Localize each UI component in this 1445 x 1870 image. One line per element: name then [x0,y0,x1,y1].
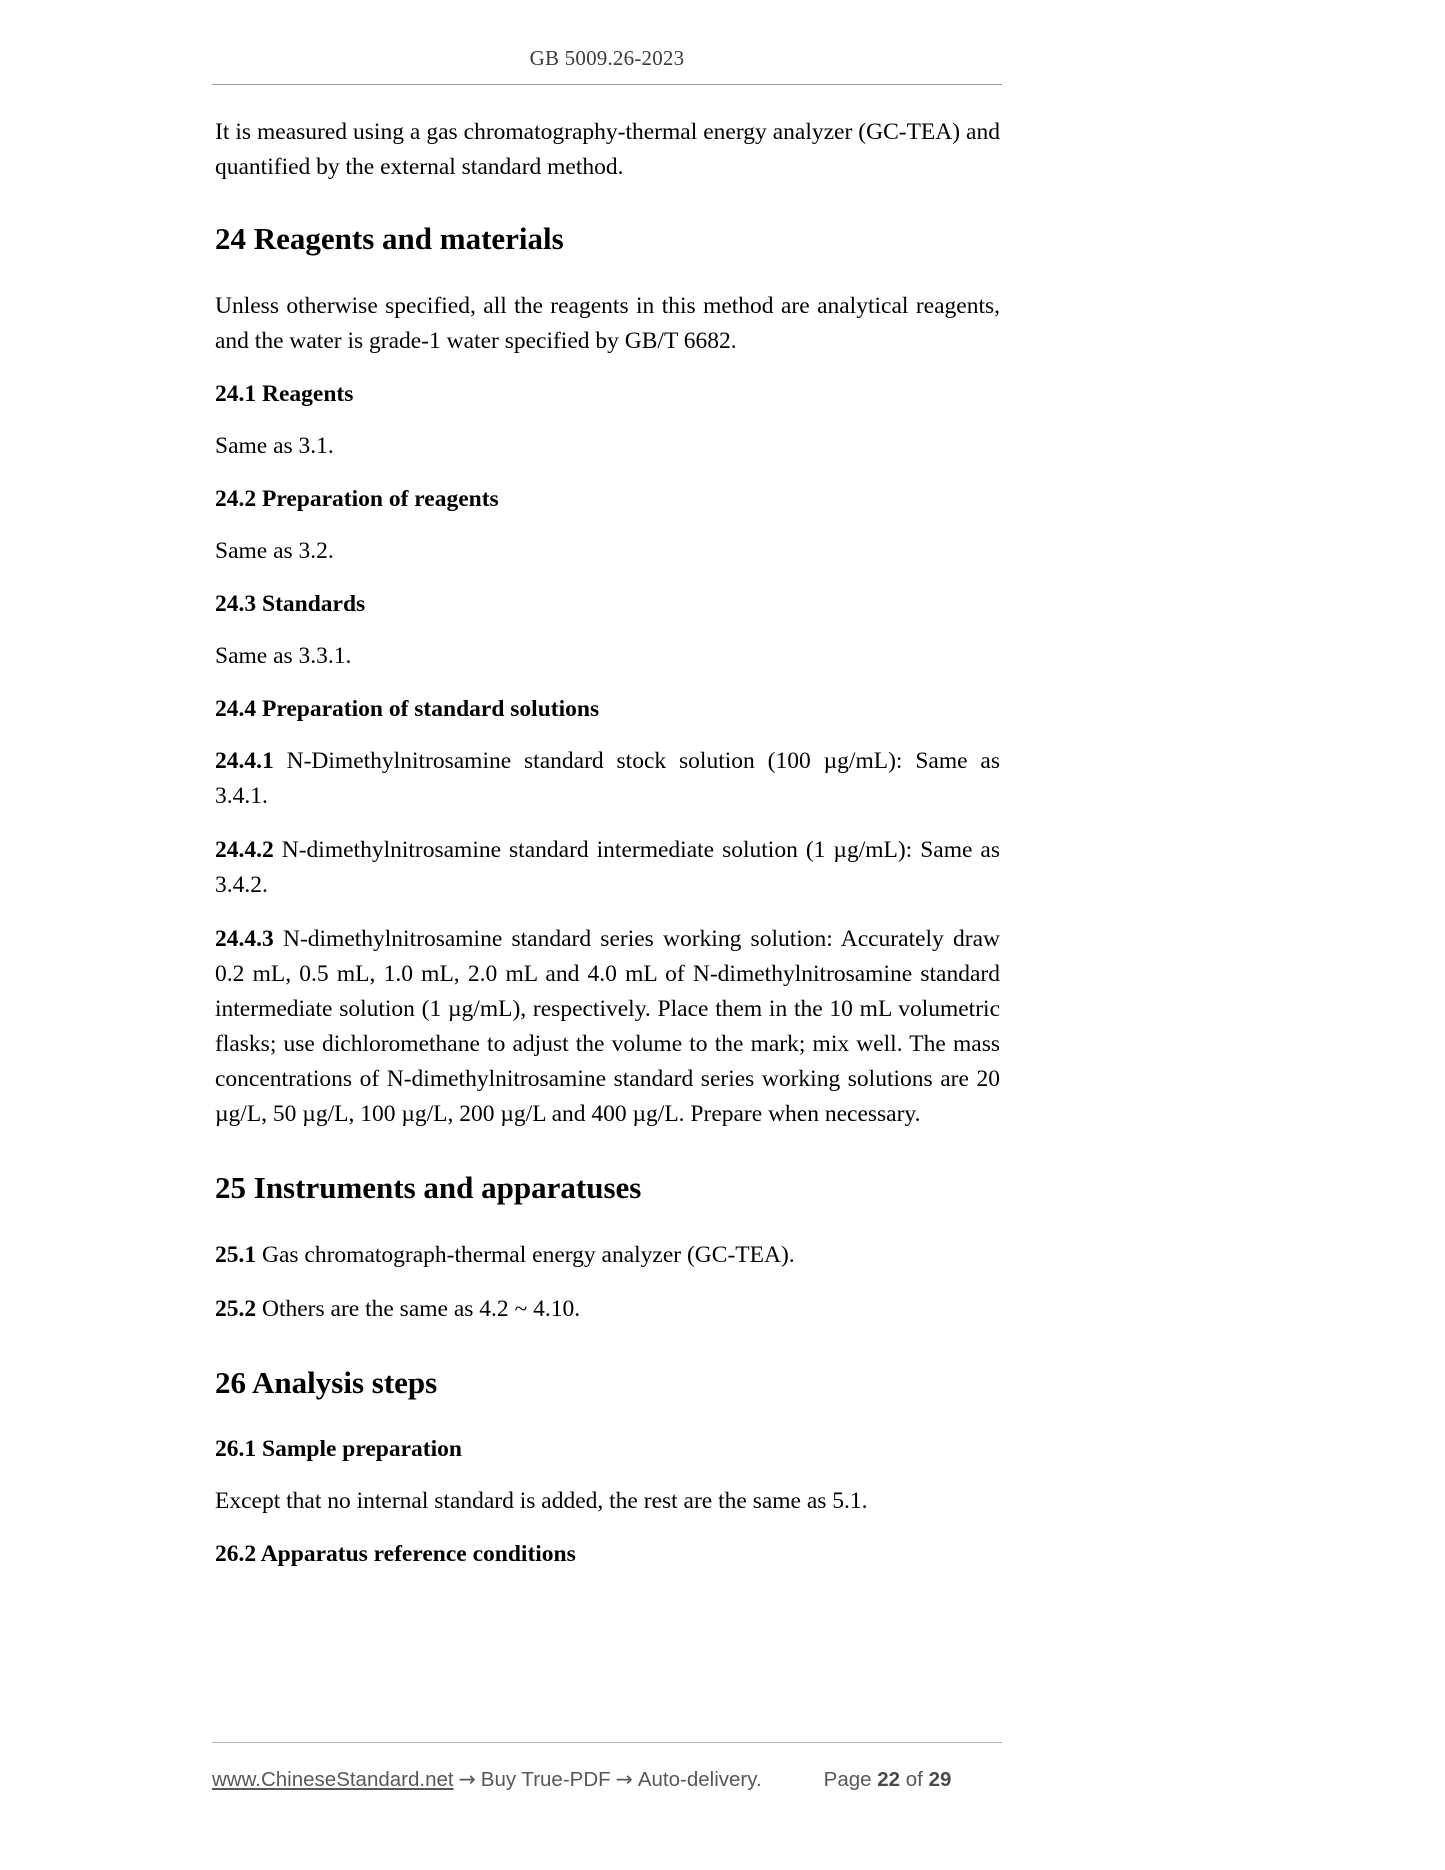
page-of-label: of [905,1768,923,1791]
section-24-2-text: Same as 3.2. [215,538,334,564]
heading-24-reagents-and-materials: 24 Reagents and materials [215,221,564,256]
page-number: 22 [877,1768,901,1791]
section-25-2-text: Others are the same as 4.2 ~ 4.10. [262,1296,581,1322]
page-footer [212,1742,1002,1792]
arrow-right-icon: → [458,1767,476,1791]
section-24-1-text: Same as 3.1. [215,433,334,459]
heading-24-3-standards: 24.3 Standards [215,591,366,617]
section-24-4-3-text: N-dimethylnitrosamine standard series working solution: Accurately draw 0.2 mL, 0.5 mL, 1.0 mL, 2.0 mL and 4.0 mL of N-dimethylnitrosamine standard intermediate solution (1 µg/mL), respectively. Place them in the 10 mL volumetric flasks; use dichloromethane to adjust the volume to the mark; mix well. The mass concentrations of N-dimethylnitrosamine standard series working solutions are 20 µg/L, 50 µg/L, 100 µg/L, 200 µg/L and 400 µg/L. Prepare when necessary. [215,926,1000,1127]
section-24-4-1-text: N-Dimethylnitrosamine standard stock solution (100 µg/mL): Same as 3.4.1. [215,748,1000,809]
header-divider [212,84,1002,85]
auto-delivery-label: Auto-delivery. [637,1768,762,1791]
heading-25-instruments-and-apparatuses: 25 Instruments and apparatuses [215,1170,642,1205]
footer-divider [212,1742,1002,1743]
buy-true-pdf-label: Buy True-PDF [480,1768,611,1791]
section-24-intro-paragraph: Unless otherwise specified, all the reagents in this method are analytical reagents, and the water is grade-1 water specified by GB/T 6682. [215,293,1000,354]
section-26-1-text: Except that no internal standard is added, the rest are the same as 5.1. [215,1488,868,1514]
page-total: 29 [928,1768,952,1791]
section-25-1-paragraph [215,1238,1000,1273]
section-24-4-3-number: 24.4.3 [215,926,274,952]
arrow-right-icon-2: → [615,1767,633,1791]
heading-24-2-preparation-of-reagents: 24.2 Preparation of reagents [215,486,499,512]
section-24-4-2-text: N-dimethylnitrosamine standard intermediate solution (1 µg/mL): Same as 3.4.2. [215,837,1000,898]
section-24-4-1-paragraph [215,744,1000,814]
page-header [212,46,1002,85]
section-25-1-number: 25.1 [215,1242,257,1268]
chinesestandard-link[interactable]: www.ChineseStandard.net [212,1768,454,1791]
heading-24-1-reagents: 24.1 Reagents [215,381,354,407]
document-body [215,115,1000,1589]
heading-24-4-preparation-of-standard-solutions: 24.4 Preparation of standard solutions [215,696,600,722]
section-25-2-number: 25.2 [215,1296,257,1322]
heading-26-analysis-steps: 26 Analysis steps [215,1365,438,1400]
section-24-4-2-paragraph [215,833,1000,903]
heading-26-2-apparatus-reference-conditions: 26.2 Apparatus reference conditions [215,1541,576,1567]
intro-paragraph: It is measured using a gas chromatography-thermal energy analyzer (GC-TEA) and quantified by the external standard method. [215,119,1000,180]
page-label: Page [823,1768,872,1791]
page-indicator [824,1768,952,1792]
section-24-3-text: Same as 3.3.1. [215,643,352,669]
section-24-4-1-number: 24.4.1 [215,748,274,774]
section-25-1-text: Gas chromatograph-thermal energy analyzer (GC-TEA). [262,1242,795,1268]
heading-26-1-sample-preparation: 26.1 Sample preparation [215,1436,462,1462]
section-24-4-2-number: 24.4.2 [215,837,274,863]
standard-number: GB 5009.26-2023 [529,46,685,70]
section-24-4-3-paragraph [215,922,1000,1132]
footer-content [212,1767,1002,1792]
section-25-2-paragraph [215,1292,1000,1327]
